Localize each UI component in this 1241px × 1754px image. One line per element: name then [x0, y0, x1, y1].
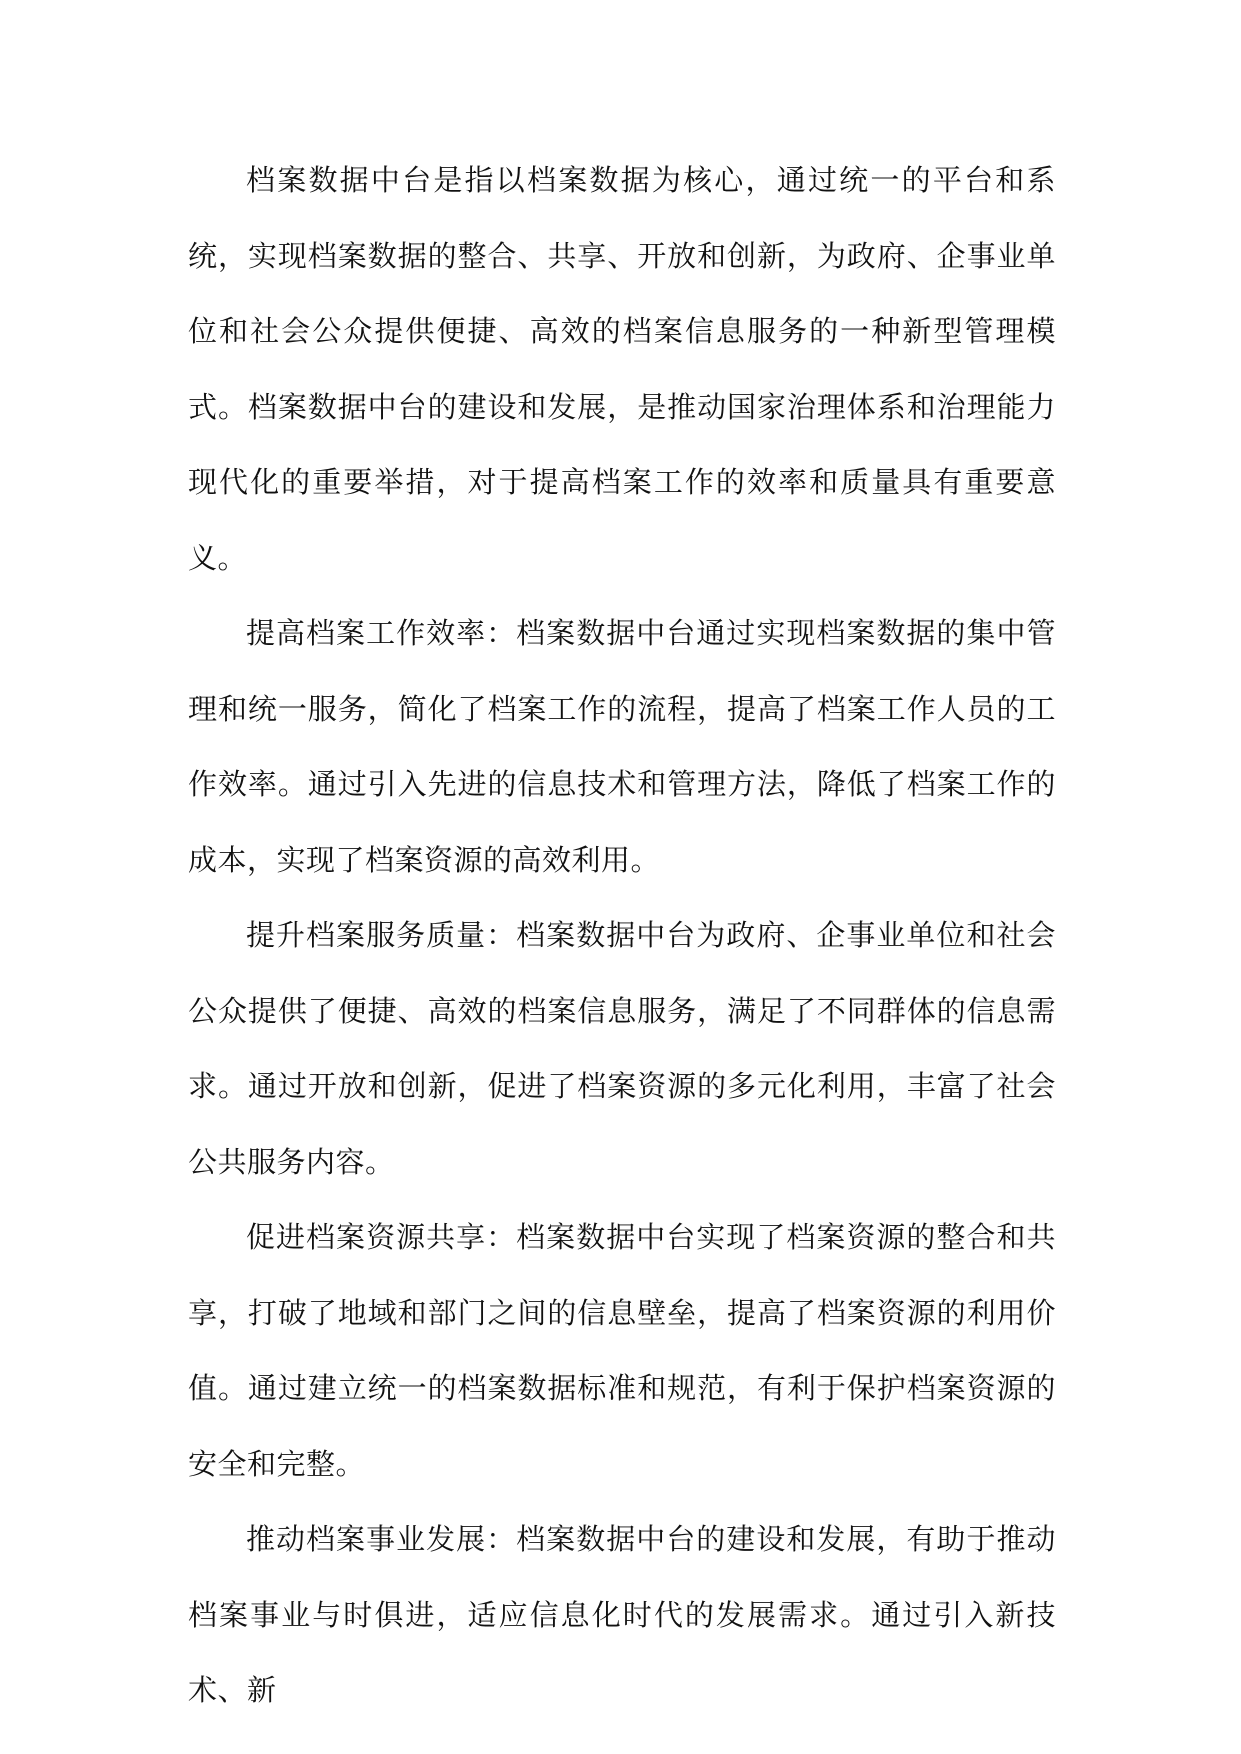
paragraph-efficiency: 提高档案工作效率：档案数据中台通过实现档案数据的集中管理和统一服务，简化了档案工作的流程，提高了档案工作人员的工作效率。通过引入先进的信息技术和管理方法，降低了档案工作的成本，实现了档案资源的高效利用。 — [188, 616, 1056, 877]
paragraph-intro: 档案数据中台是指以档案数据为核心，通过统一的平台和系统，实现档案数据的整合、共享、开放和创新，为政府、企事业单位和社会公众提供便捷、高效的档案信息服务的一种新型管理模式。档案数据中台的建设和发展，是推动国家治理体系和治理能力现代化的重要举措，对于提高档案工作的效率和质量具有重要意义。 — [188, 163, 1056, 575]
paragraph-service-quality: 提升档案服务质量：档案数据中台为政府、企事业单位和社会公众提供了便捷、高效的档案信息服务，满足了不同群体的信息需求。通过开放和创新，促进了档案资源的多元化利用，丰富了社会公共服务内容。 — [188, 918, 1056, 1179]
paragraph-development: 推动档案事业发展：档案数据中台的建设和发展，有助于推动档案事业与时俱进，适应信息化时代的发展需求。通过引入新技术、新 — [188, 1522, 1056, 1707]
paragraph-resource-sharing: 促进档案资源共享：档案数据中台实现了档案资源的整合和共享，打破了地域和部门之间的信息壁垒，提高了档案资源的利用价值。通过建立统一的档案数据标准和规范，有利于保护档案资源的安全和完整。 — [188, 1220, 1056, 1481]
document-body — [188, 143, 1056, 1729]
